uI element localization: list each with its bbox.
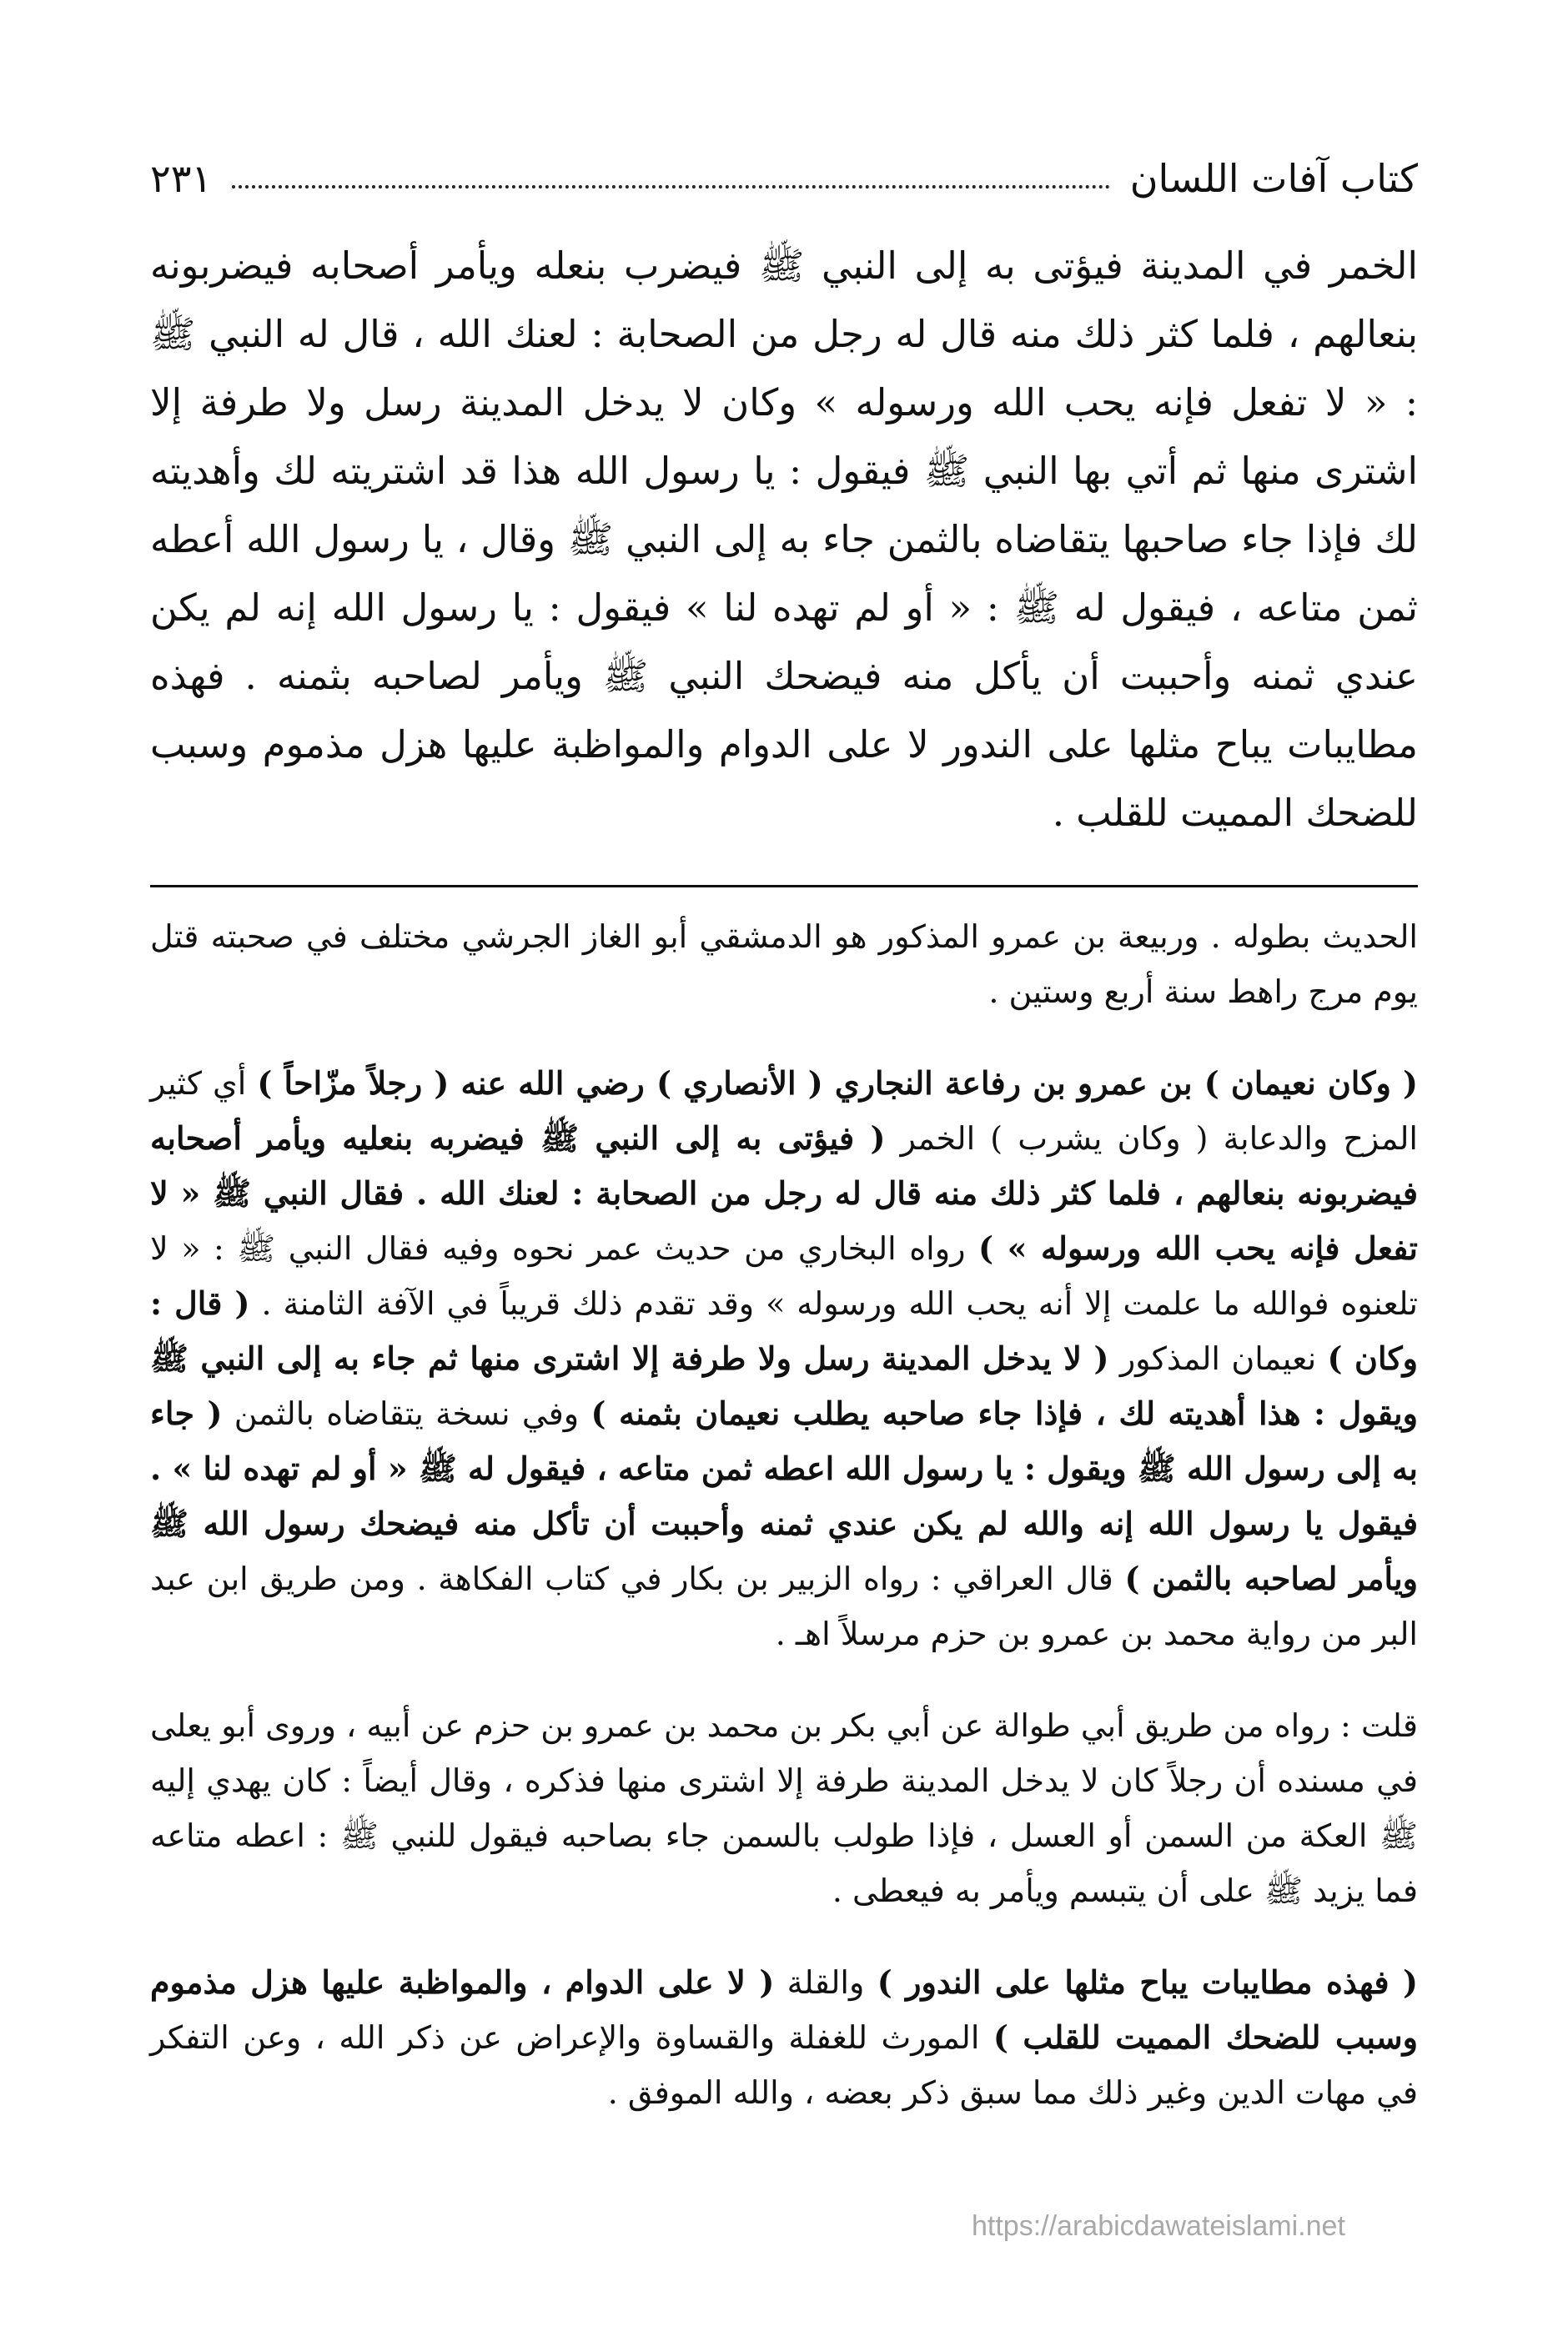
commentary-text: المورث للغفلة والقساوة والإعراض عن ذكر الله ، وعن التفكر في مهات الدين وغير ذلك مما سبق ذكر بعضه ، والله الموفق .: [150, 2019, 1418, 2111]
page-header: [150, 108, 1418, 200]
commentary-text: نعيمان المذكور: [1119, 1340, 1317, 1377]
quoted-text: ( قال : وكان ): [150, 1284, 1418, 1377]
main-text-paragraph: الخمر في المدينة فيؤتى به إلى النبي ﷺ فيضرب بنعله ويأمر أصحابه فيضربونه بنعالهم ، فلما كثر ذلك منه قال له رجل من الصحابة : لعنك الله ، قال له النبي ﷺ : « لا تفعل فإنه يحب الله ورسوله » وكان لا يدخل المدينة رسل ولا طرفة إلا اشترى منها ثم أتي بها النبي ﷺ فيقول : يا رسول الله هذا قد اشتريته لك وأهديته لك فإذا جاء صاحبها يتقاضاه بالثمن جاء به إلى النبي ﷺ وقال ، يا رسول الله أعطه ثمن متاعه ، فيقول له ﷺ : « أو لم تهده لنا » فيقول : يا رسول الله إنه لم يكن عندي ثمنه وأحببت أن يأكل منه فيضحك النبي ﷺ ويأمر لصاحبه بثمنه . فهذه مطايبات يباح مثلها على الندور لا على الدوام والمواظبة عليها هزل مذموم وسبب للضحك المميت للقلب .: [150, 244, 1418, 835]
quoted-text: ( جاء به إلى رسول الله ﷺ ويقول : يا رسول الله اعطه ثمن متاعه ، فيقول له ﷺ « أو لم تهده لنا » . فيقول يا رسول الله إنه والله لم يكن عندي ثمنه وأحببت أن تأكل منه فيضحك رسول الله ﷺ ويأمر لصاحبه بالثمن ): [150, 1395, 1419, 1597]
page-number: ٢٣١: [150, 156, 213, 202]
footnote-separator: [150, 885, 1418, 887]
quoted-text: ( فيؤتى به إلى النبي ﷺ فيضربه بنعليه ويأمر أصحابه فيضربونه بنعالهم ، فلما كثر ذلك منه قال له رجل من الصحابة : لعنك الله . فقال النبي ﷺ « لا تفعل فإنه يحب الله ورسوله » ): [150, 1119, 1418, 1267]
quoted-text: ( لا على الدوام ، والمواظبة عليها هزل مذموم وسبب للضحك المميت للقلب ): [150, 1963, 1418, 2056]
quoted-text: ( لا يدخل المدينة رسل ولا طرفة إلا اشترى منها ثم جاء به إلى النبي ﷺ ويقول : هذا أهديته لك ، فإذا جاء صاحبه يطلب نعيمان بثمنه ): [150, 1339, 1418, 1432]
book-page: [150, 108, 1418, 2277]
footnote-1: الحديث بطوله . وربيعة بن عمرو المذكور هو الدمشقي أبو الغاز الجرشي مختلف في صحبته قتل يوم مرج راهط سنة أربع وستين .: [150, 918, 1418, 1010]
commentary-text: والقلة: [787, 1964, 865, 2001]
commentary-text: أي كثير المزح والدعابة ( وكان يشرب ) الخمر: [150, 1065, 1418, 1157]
commentary-text: رواه البخاري من حديث عمر نحوه وفيه فقال النبي ﷺ : « لا تلعنوه فوالله ما علمت إلا أنه يحب الله ورسوله » وقد تقدم ذلك قريباً في الآفة الثامنة .: [150, 1230, 1418, 1322]
footnote-4: [150, 1955, 1418, 2120]
commentary-text: وفي نسخة يتقاضاه بالثمن: [234, 1395, 580, 1432]
book-title: كتاب آفات اللسان: [1129, 156, 1418, 202]
quoted-text: ( وكان نعيمان ) بن عمرو بن رفاعة النجاري ( الأنصاري ) رضي الله عنه ( رجلاً مزّاحاً ): [257, 1064, 1418, 1102]
commentary-text: قال العراقي : رواه الزبير بن بكار في كتاب الفكاهة . ومن طريق ابن عبد البر من رواية محمد بن عمرو بن حزم مرسلاً اهـ .: [150, 1561, 1418, 1652]
quoted-text: ( فهذه مطايبات يباح مثلها على الندور ): [877, 1963, 1418, 2001]
footnote-2: [150, 1056, 1418, 1661]
footnote-3: قلت : رواه من طريق أبي طوالة عن أبي بكر بن محمد بن عمرو بن حزم عن أبيه ، وروى أبو يعلى في مسنده أن رجلاً كان لا يدخل المدينة طرفة إلا اشترى منها فذكره ، وقال أيضاً : كان يهدي إليه ﷺ العكة من السمن أو العسل ، فإذا طولب بالسمن جاء بصاحبه فيقول للنبي ﷺ : اعطه متاعه فما يزيد ﷺ على أن يتبسم ويأمر به فيعطى .: [150, 1707, 1418, 1909]
header-dotted-leader: [232, 185, 1110, 188]
watermark-url: https://arabicdawateislami.net: [972, 2210, 1345, 2242]
